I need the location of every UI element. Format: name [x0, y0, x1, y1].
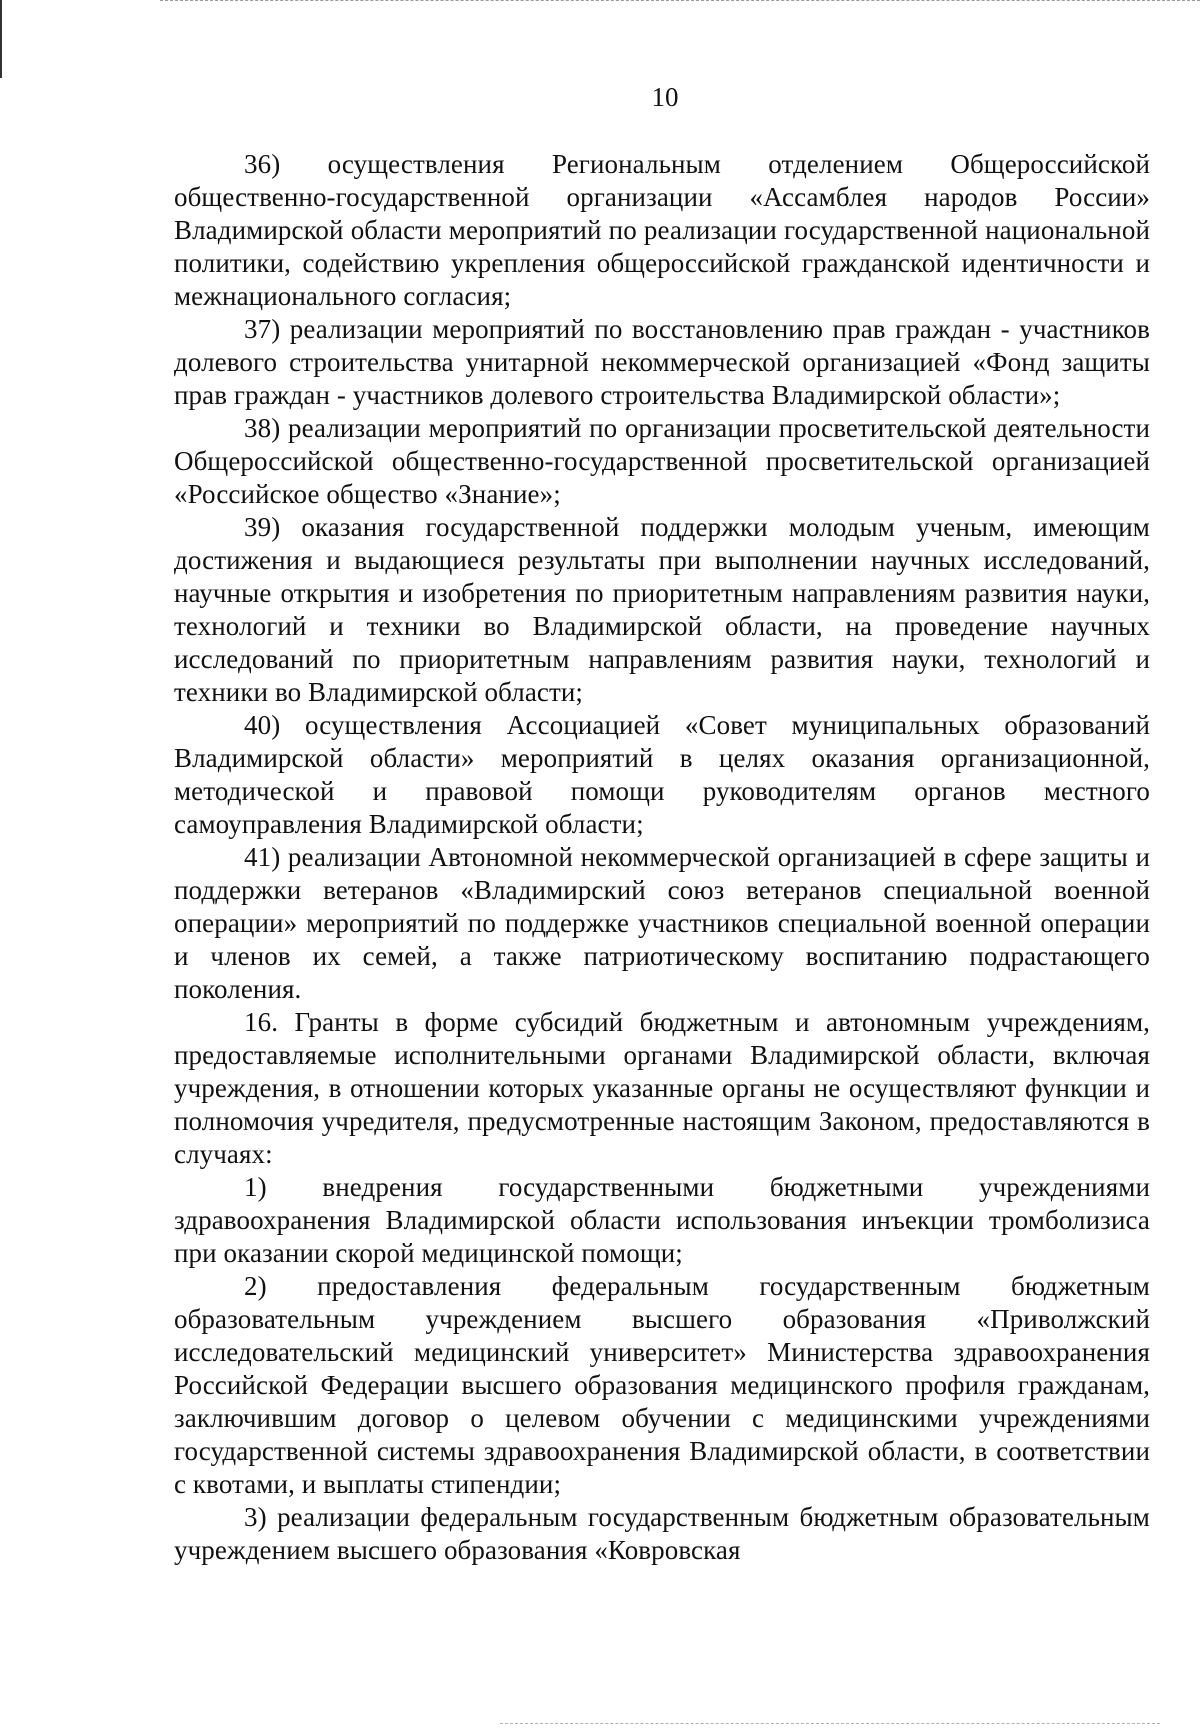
paragraph-item-36: 36) осуществления Региональным отделением Общероссийской общественно-государственной организации «Ассамблея народов России» Владимирской области мероприятий по реализации государственной национальной политики, содействию укрепления общероссийской гражданской идентичности и межнационального согласия; — [174, 149, 1150, 311]
paragraph-item-38: 38) реализации мероприятий по организации просветительской деятельности Общероссийской общественно-государственной просветительской организацией «Российское общество «Знание»; — [174, 413, 1150, 509]
page-number: 10 — [651, 82, 679, 112]
document-body — [174, 148, 1150, 1567]
paragraph-subitem-2: 2) предоставления федеральным государственным бюджетным образовательным учреждением высшего образования «Приволжский исследовательский медицинский университет» Министерства здравоохранения Российской Федерации высшего образования медицинского профиля гражданам, заключившим договор о целевом обучении с медицинскими учреждениями государственной системы здравоохранения Владимирской области, в соответствии с квотами, и выплаты стипендии; — [174, 1271, 1150, 1499]
paragraph-item-39: 39) оказания государственной поддержки молодым ученым, имеющим достижения и выдающиеся результаты при выполнении научных исследований, научные открытия и изобретения по приоритетным направлениям развития науки, технологий и техники во Владимирской области, на проведение научных исследований по приоритетным направлениям развития науки, технологий и техники во Владимирской области; — [174, 512, 1150, 707]
paragraph-subitem-3: 3) реализации федеральным государственным бюджетным образовательным учреждением высшего образования «Ковровская — [174, 1502, 1150, 1565]
paragraph-item-40: 40) осуществления Ассоциацией «Совет муниципальных образований Владимирской области» мероприятий в целях оказания организационной, методической и правовой помощи руководителям органов местного самоуправления Владимирской области; — [174, 710, 1150, 839]
paragraph-subitem-1: 1) внедрения государственными бюджетными учреждениями здравоохранения Владимирской области использования инъекции тромболизиса при оказании скорой медицинской помощи; — [174, 1172, 1150, 1268]
scan-edge-bottom — [500, 1723, 1160, 1725]
paragraph-item-41: 41) реализации Автономной некоммерческой организацией в сфере защиты и поддержки ветеранов «Владимирский союз ветеранов специальной военной операции» мероприятий по поддержке участников специальной военной операции и членов их семей, а также патриотическому воспитанию подрастающего поколения. — [174, 842, 1150, 1004]
paragraph-item-37: 37) реализации мероприятий по восстановлению прав граждан - участников долевого строительства унитарной некоммерческой организацией «Фонд защиты прав граждан - участников долевого строительства Владимирской области»; — [174, 314, 1150, 410]
scan-edge-left — [0, 0, 2, 78]
scan-edge-top — [160, 0, 1200, 2]
paragraph-section-16: 16. Гранты в форме субсидий бюджетным и автономным учреждениям, предоставляемые исполнительными органами Владимирской области, включая учреждения, в отношении которых указанные органы не осуществляют функции и полномочия учредителя, предусмотренные настоящим Законом, предоставляются в случаях: — [174, 1007, 1150, 1169]
